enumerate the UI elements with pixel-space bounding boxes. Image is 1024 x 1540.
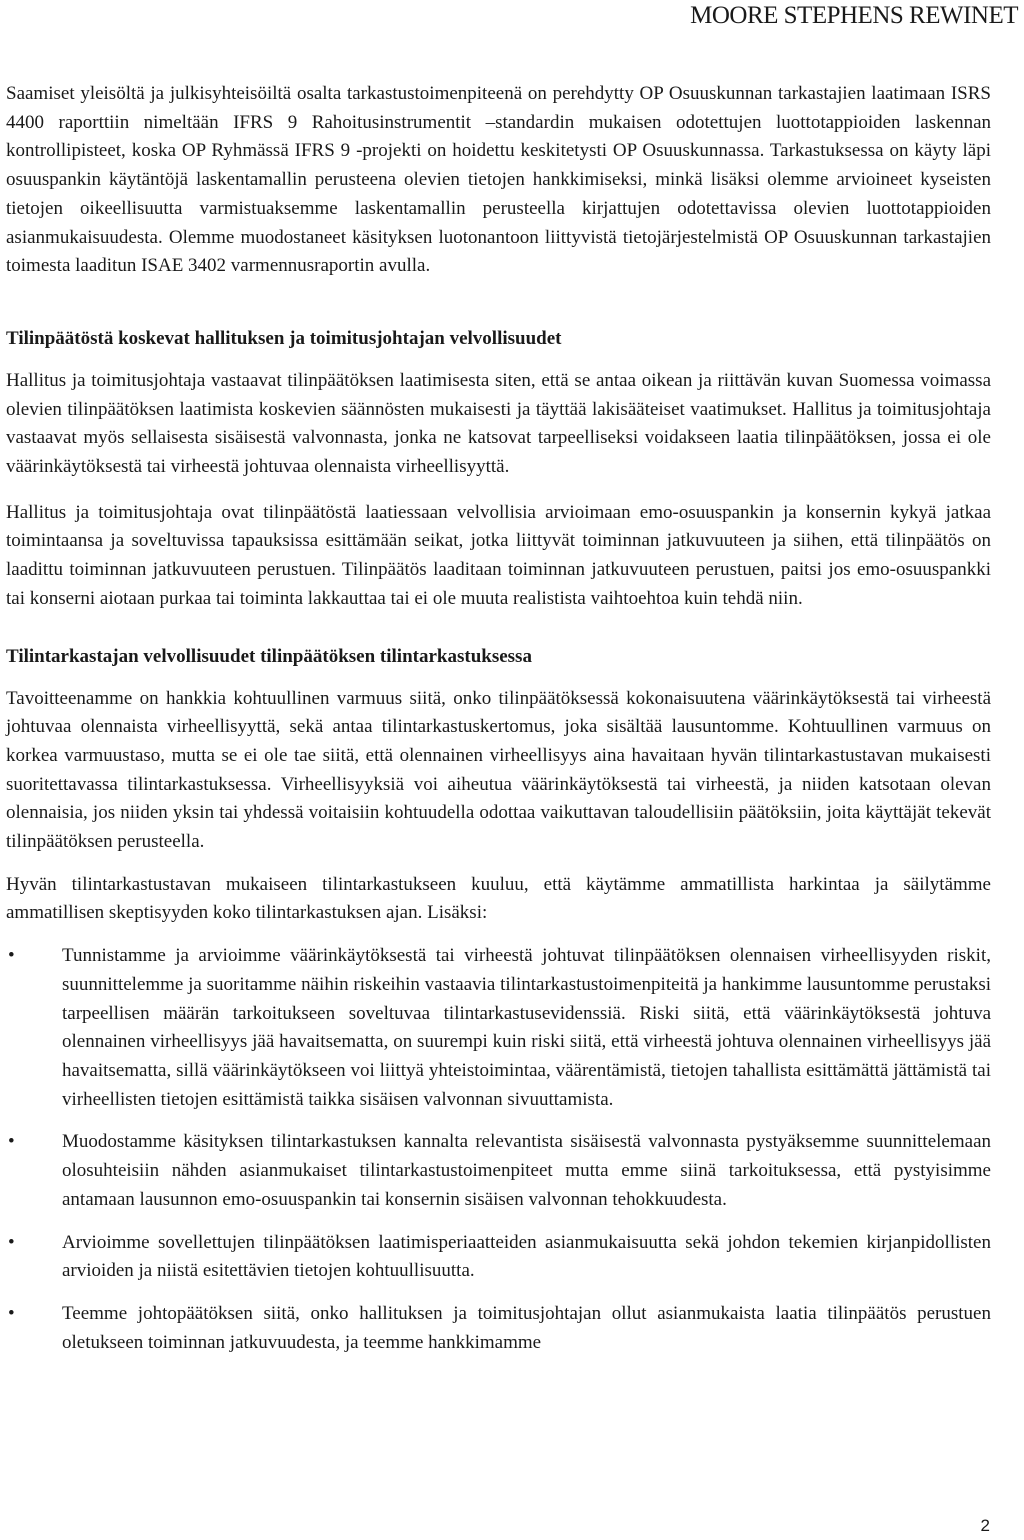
- bullet-dot-icon: •: [8, 1302, 15, 1324]
- bullet-dot-icon: •: [8, 1131, 15, 1153]
- list-item: [6, 1229, 991, 1286]
- list-item-text: Teemme johtopäätöksen siitä, onko hallituksen ja toimitusjohtajan ollut asianmukaista laatia tilinpäätös perustuen oletukseen toiminnan jatkuvuudesta, ja teemme hankkimamme: [62, 1302, 991, 1353]
- list-item-text: Tunnistamme ja arvioimme väärinkäytöksestä tai virheestä johtuvat tilinpäätöksen olennaisen virheellisyyden riskit, suunnittelemme ja suoritamme näihin riskeihin vastaavia tilintarkastustoimenpiteitä ja hankimme lausuntomme perustaksi tarpeellisen määrän tarkoitukseen soveltuvaa tilintarkastusevidenssiä. Riski siitä, että väärinkäytöksestä johtuva olennainen virheellisyys jää havaitsematta, on suurempi kuin riski siitä, että virheestä johtuva olennainen virheellisyys jää havaitsematta, sillä väärinkäytökseen voi liittyä yhteistoimintaa, väärentämistä, tietojen tahallista esittämättä jättämistä tai virheellisten tietojen esittämistä taikka sisäisen valvonnan sivuuttamista.: [62, 945, 991, 1110]
- board-paragraph-1: Hallitus ja toimitusjohtaja vastaavat tilinpäätöksen laatimisesta siten, että se antaa oikean ja riittävän kuvan Suomessa voimassa olevien tilinpäätöksen laatimista koskevien säännösten mukaisesti ja täyttää lakisääteiset vaatimukset. Hallitus ja toimitusjohtaja vastaavat myös sellaisesta sisäisestä valvonnasta, jonka ne katsovat tarpeelliseksi voidakseen laatia tilinpäätöksen, jossa ei ole väärinkäytöksestä tai virheestä johtuvaa olennaista virheellisyyttä.: [6, 369, 991, 478]
- page-number: 2: [980, 1516, 990, 1535]
- auditor-paragraph-2: Hyvän tilintarkastustavan mukaiseen tilintarkastukseen kuuluu, että käytämme ammatillista harkintaa ja säilytämme ammatillisen skeptisyyden koko tilintarkastuksen ajan. Lisäksi:: [6, 873, 991, 924]
- auditor-bullet-list: [6, 942, 991, 1357]
- intro-paragraph: Saamiset yleisöltä ja julkisyhteisöiltä osalta tarkastustoimenpiteenä on perehdytty OP Osuuskunnan tarkastajien laatimaan ISRS 4400 raporttiin nimeltään IFRS 9 Rahoitusinstrumentit –standardin mukaisen odotettujen luottotappioiden laskennan kontrollipisteet, koska OP Ryhmässä IFRS 9 -projekti on hoidettu keskitetysti OP Osuuskunnassa. Tarkastuksessa on käyty läpi osuuspankin käytäntöjä laskentamallin perusteena olevien tietojen hankkimiseksi, minkä lisäksi olemme arvioineet kyseisten tietojen oikeellisuutta varmistuaksemme laskentamallin perusteella kirjattujen odotettavissa olevien luottotappioiden asianmukaisuudesta. Olemme muodostaneet käsityksen luotonantoon liittyvistä tietojärjestelmistä OP Osuuskunnan tarkastajien toimesta laaditun ISAE 3402 varmennusraportin avulla.: [6, 83, 991, 277]
- list-spacer: [6, 1215, 991, 1229]
- bullet-dot-icon: •: [8, 1231, 15, 1253]
- board-responsibilities-heading: Tilinpäätöstä koskevat hallituksen ja toimitusjohtajan velvollisuudet: [6, 327, 562, 349]
- list-item: [6, 942, 991, 1114]
- auditor-paragraph-1: Tavoitteenamme on hankkia kohtuullinen varmuus siitä, onko tilinpäätöksessä kokonaisuutena väärinkäytöksestä tai virheestä johtuvaa olennaista virheellisyyttä, sekä antaa tilintarkastuskertomus, joka sisältää lausuntomme. Kohtuullinen varmuus on korkea varmuustaso, mutta se ei ole tae siitä, että olennainen virheellisyys aina havaitaan hyvän tilintarkastustavan mukaisesti suoritettavassa tilintarkastuksessa. Virheellisyyksiä voi aiheutua väärinkäytöksestä tai virheestä, ja niiden katsotaan olevan olennaisia, jos niiden yksin tai yhdessä voitaisiin kohtuudella odottaa vaikuttavan taloudellisiin päätöksiin, joita käyttäjät tekevät tilinpäätöksen perusteella.: [6, 687, 991, 853]
- list-item-text: Muodostamme käsityksen tilintarkastuksen kannalta relevantista sisäisestä valvonnasta pystyäksemme suunnittelemaan olosuhteisiin nähden asianmukaiset tilintarkastustoimenpiteet mutta emme siinä tarkoituksessa, että pystyisimme antamaan lausunnon emo-osuuspankin tai konsernin sisäisen valvonnan tehokkuudesta.: [62, 1131, 991, 1210]
- list-item-text: Arvioimme sovellettujen tilinpäätöksen laatimisperiaatteiden asianmukaisuutta sekä johdon tekemien kirjanpidollisten arvioiden ja niistä esitettävien tietojen kohtuullisuutta.: [62, 1231, 991, 1282]
- list-spacer: [6, 1286, 991, 1300]
- firm-header: MOORE STEPHENS REWINET: [690, 2, 1018, 29]
- board-paragraph-2: Hallitus ja toimitusjohtaja ovat tilinpäätöstä laatiessaan velvollisia arvioimaan emo-osuuspankin ja konsernin kykyä jatkaa toimintaansa ja soveltuvissa tapauksissa esittämään seikat, jotka liittyvät toiminnan jatkuvuuteen ja siihen, että tilinpäätös on laadittu toiminnan jatkuvuuteen perustuen. Tilinpäätös laaditaan toiminnan jatkuvuuteen perustuen, paitsi jos emo-osuuspankki tai konserni aiotaan purkaa tai toiminta lakkauttaa tai ei ole muuta realistista vaihtoehtoa kuin tehdä niin.: [6, 501, 991, 609]
- list-item: [6, 1128, 991, 1214]
- bullet-dot-icon: •: [8, 945, 15, 967]
- document-body: [6, 80, 991, 1357]
- list-item: [6, 1300, 991, 1357]
- auditor-responsibilities-heading: Tilintarkastajan velvollisuudet tilinpäätöksen tilintarkastuksessa: [6, 645, 532, 667]
- list-spacer: [6, 1114, 991, 1128]
